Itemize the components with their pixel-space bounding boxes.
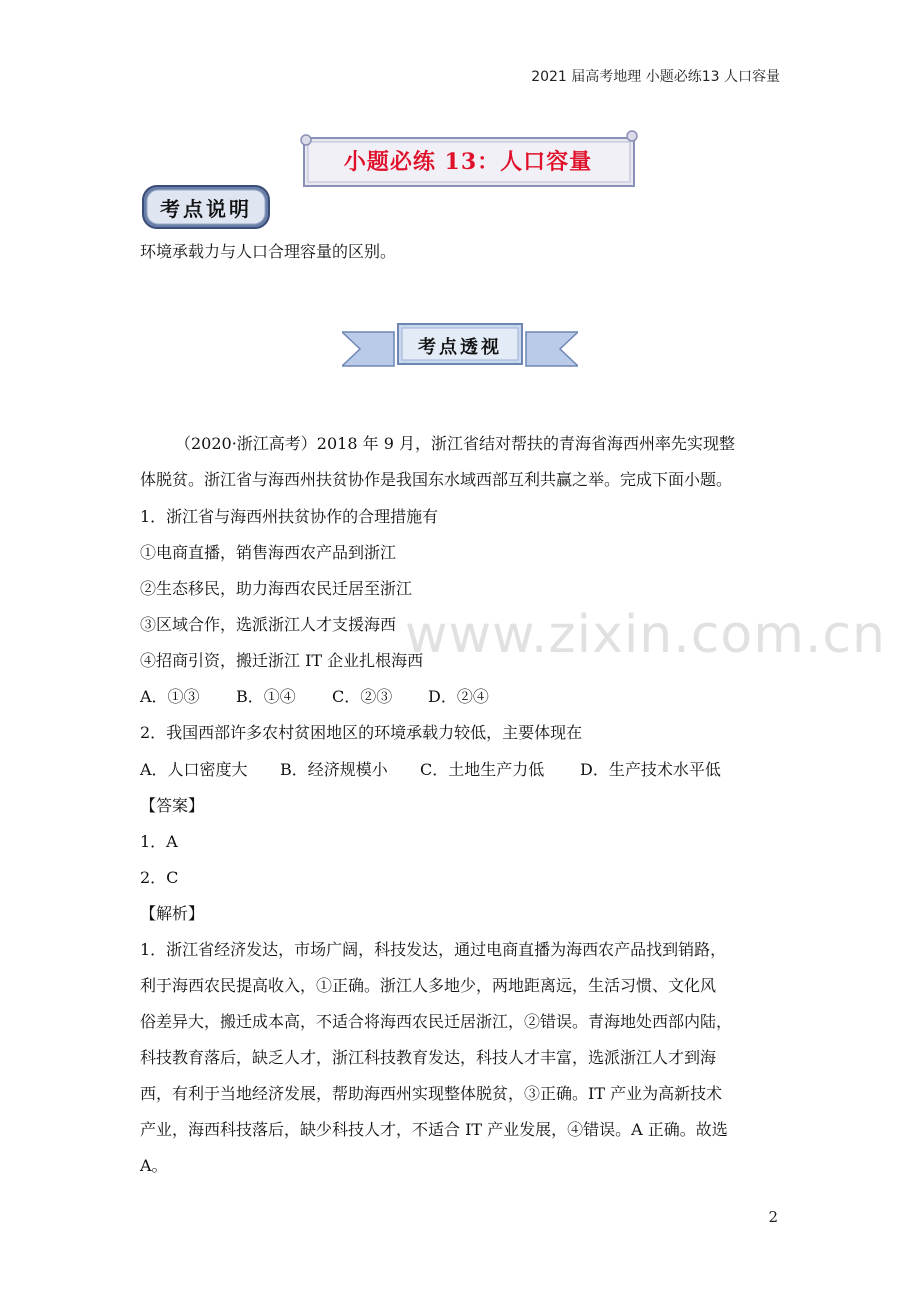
q2-stem: 2．我国西部许多农村贫困地区的环境承载力较低，主要体现在 bbox=[140, 723, 583, 742]
q2-option-d: D．生产技术水平低 bbox=[580, 760, 721, 779]
watermark: www.zixin.com.cn bbox=[405, 605, 886, 665]
answer-label: 【答案】 bbox=[140, 796, 205, 815]
title-scroll-banner bbox=[298, 130, 638, 190]
analysis-line: 利于海西农民提高收入，①正确。浙江人多地少，两地距离远，生活习惯、文化风 bbox=[140, 976, 717, 995]
q1-item: ①电商直播，销售海西农产品到浙江 bbox=[140, 543, 397, 562]
q1-item: ④招商引资，搬迁浙江 IT 企业扎根海西 bbox=[140, 651, 424, 670]
analysis-line: 1．浙江省经济发达，市场广阔，科技发达，通过电商直播为海西农产品找到销路， bbox=[140, 940, 727, 959]
q1-item: ②生态移民，助力海西农民迁居至浙江 bbox=[140, 579, 413, 598]
q1-option-c: C．②③ bbox=[332, 687, 393, 706]
explain-text: 环境承载力与人口合理容量的区别。 bbox=[140, 242, 397, 261]
q1-option-a: A．①③ bbox=[140, 687, 200, 706]
analysis-line: 西，有利于当地经济发展，帮助海西州实现整体脱贫，③正确。IT 产业为高新技术 bbox=[140, 1084, 723, 1103]
running-header: 2021 届高考地理 小题必练13 人口容量 bbox=[531, 69, 780, 85]
answer-2: 2．C bbox=[140, 868, 179, 887]
analysis-line: 俗差异大，搬迁成本高，不适合将海西农民迁居浙江，②错误。青海地处西部内陆， bbox=[140, 1012, 733, 1031]
badge-insight-label: 考点透视 bbox=[418, 337, 502, 358]
page-title: 小题必练 13：人口容量 bbox=[343, 148, 593, 175]
badge-insight bbox=[342, 322, 578, 370]
q2-option-c: C．土地生产力低 bbox=[420, 760, 545, 779]
q1-stem: 1．浙江省与海西州扶贫协作的合理措施有 bbox=[140, 507, 439, 526]
page-number: 2 bbox=[768, 1208, 778, 1226]
question-intro-line-2: 体脱贫。浙江省与海西州扶贫协作是我国东水域西部互利共赢之举。完成下面小题。 bbox=[140, 470, 733, 489]
q2-option-b: B．经济规模小 bbox=[280, 760, 388, 779]
badge-explain bbox=[141, 184, 271, 230]
q1-options bbox=[140, 687, 489, 707]
q2-option-a: A．人口密度大 bbox=[140, 760, 248, 779]
analysis-line: 科技教育落后，缺乏人才，浙江科技教育发达，科技人才丰富，选派浙江人才到海 bbox=[140, 1048, 717, 1067]
answer-1: 1．A bbox=[140, 832, 178, 851]
q1-option-b: B．①④ bbox=[236, 687, 296, 706]
q1-option-d: D．②④ bbox=[428, 687, 489, 706]
badge-explain-label: 考点说明 bbox=[160, 196, 252, 221]
q1-item: ③区域合作，选派浙江人才支援海西 bbox=[140, 615, 397, 634]
q2-options bbox=[140, 760, 721, 780]
question-intro-line-1: （2020·浙江高考）2018 年 9 月，浙江省结对帮扶的青海省海西州率先实现整 bbox=[175, 434, 735, 453]
analysis-label: 【解析】 bbox=[140, 904, 205, 923]
analysis-line: A。 bbox=[140, 1156, 168, 1175]
analysis-line: 产业，海西科技落后，缺少科技人才，不适合 IT 产业发展，④错误。A 正确。故选 bbox=[140, 1120, 728, 1139]
